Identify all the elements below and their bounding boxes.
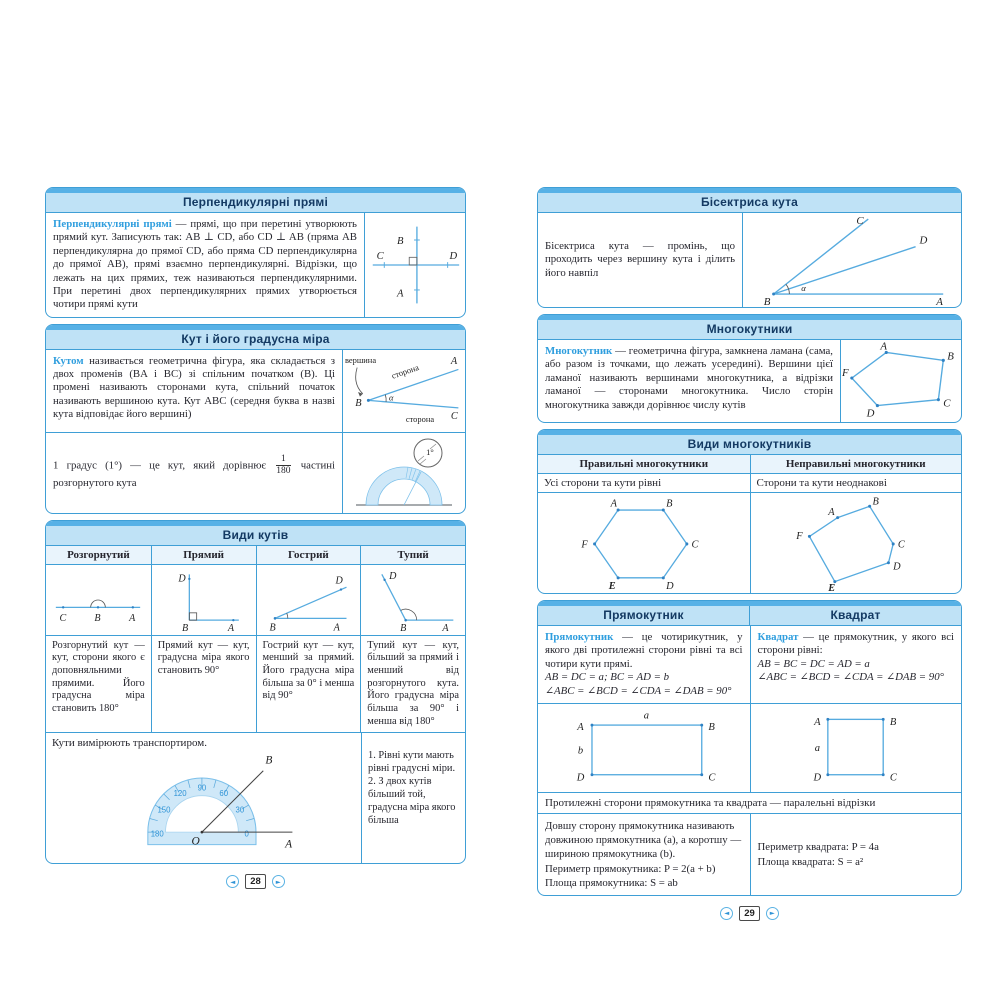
point-label-D: D (665, 581, 674, 591)
point-label-B: B (355, 397, 362, 409)
section-title: Перпендикулярні прямі (46, 193, 465, 213)
bisector-definition: Бісектриса кута — промінь, що проходить через вершину кута і ділить його навпіл (545, 239, 735, 279)
degree-text-after: частині розгорнутого кута (53, 459, 336, 489)
fraction-1-180: $\frac{1}{180}$ (276, 453, 291, 477)
section-title: Бісектриса кута (538, 193, 961, 213)
regular-hexagon-cell (538, 493, 750, 593)
angle-definition (46, 350, 342, 432)
column-header-irregular: Неправильні многокутники (750, 455, 962, 473)
straight-angle-cell (46, 565, 151, 635)
point-label-A: A (577, 722, 584, 734)
section-rect-square (537, 600, 962, 896)
pentagon-figure (842, 340, 960, 422)
point-label-C: C (691, 539, 699, 551)
point-label-A: A (880, 340, 887, 353)
point-label-B: B (872, 496, 879, 508)
point-label-F: F (581, 539, 588, 551)
perpendicular-definition (46, 213, 364, 317)
page-right (537, 187, 962, 921)
protractor-150: 150 (156, 805, 170, 815)
degree-definition (46, 433, 342, 513)
page-number-left: 28 (245, 874, 266, 889)
point-label-E: E (827, 583, 835, 591)
point-label-C: C (856, 215, 864, 228)
point-label-D: D (335, 575, 344, 587)
section-angle-types (45, 520, 466, 865)
term-perpendicular: Перпендикулярні прямі (53, 218, 172, 230)
point-label-B: B (94, 612, 101, 624)
polygon-figure-cell (840, 340, 961, 422)
next-page-icon[interactable]: ► (272, 875, 285, 888)
point-label-C: C (376, 251, 384, 263)
polygon-body-text: — геометрична фігура, замкнена ламана (сама, або разом із точками, що лежать усередині). Вершини цієї ламаної називають вершинами многокутника, а відрізки ламаної — сторонами многокутника. Число сторін многокутника завжди дорівнює числу кутів (545, 345, 833, 411)
side-label-b: b (577, 746, 583, 758)
term-angle: Кутом (53, 354, 84, 367)
rectangle-eq-angles: ∠ABC = ∠BCD = ∠CDA = ∠DAB = 90° (545, 684, 732, 697)
point-label-B: B (763, 295, 771, 307)
rectangle-prop-2: Периметр прямокутника: P = 2(a + b) (545, 862, 716, 875)
protractor-180: 180 (150, 829, 164, 839)
bisector-figure-cell (742, 213, 961, 307)
section-title: Види кутів (46, 526, 465, 546)
opposite-sides-note: Протилежні сторони прямокутника та квадрата — паралельні відрізки (538, 792, 961, 813)
section-angle (45, 324, 466, 514)
point-label-A: A (397, 288, 404, 300)
protractor-figure (88, 751, 320, 855)
point-label-F: F (842, 367, 849, 380)
angle-body-text: називається геометрична фігура, яка складається з двох променів (BA і BC) зі спільним початком (B). Ці промені називають сторонами кута, спільний початок називають вершиною кута. Кут ABC (середня буква в назві кута відповідає його вершині) (53, 354, 335, 421)
protractor-cell (46, 733, 361, 863)
point-label-D: D (919, 234, 928, 247)
point-label-C: C (897, 539, 905, 551)
term-square: Квадрат (757, 631, 799, 643)
alpha-label: α (801, 283, 806, 294)
point-label-A: A (334, 621, 341, 633)
point-label-D: D (866, 407, 875, 420)
obtuse-angle-figure (363, 567, 463, 633)
section-title-rectangle: Прямокутник (538, 606, 749, 625)
point-label-B: B (400, 622, 407, 633)
one-degree-figure (350, 433, 458, 513)
point-label-D: D (449, 251, 458, 263)
point-label-D: D (576, 772, 585, 784)
point-label-A: A (284, 839, 292, 852)
prev-page-icon[interactable]: ◄ (226, 875, 239, 888)
column-header-regular: Правильні многокутники (538, 455, 750, 473)
point-label-A: A (442, 622, 449, 633)
square-figure-cell (750, 704, 962, 792)
side-label-a: a (643, 710, 649, 722)
rectangle-eq-sides: AB = DC = a; BC = AD = b (545, 671, 670, 684)
point-label-D: D (813, 772, 821, 784)
point-label-B: B (397, 235, 404, 247)
point-label-B: B (889, 717, 897, 729)
protractor-120: 120 (173, 789, 187, 799)
point-label-C: C (708, 772, 716, 784)
point-label-A: A (827, 506, 835, 518)
perpendicular-lines-figure (367, 219, 463, 311)
perpendicular-body-text: — прямі, що при перетині утворюють прямий кут. Записують так: AB ⊥ CD, або CD ⊥ AB (пряма AB перпендикулярна до прямої CD, або пряма CD перпендикулярна до прямої AB), прямі взаємно перпендикулярні. Відрізки, що лежать на цих прямих, теж називаються перпендикулярними. При перетині двох перпендикулярних прямих утворюється чотири прямі кути (53, 218, 357, 311)
point-label-B: B (181, 622, 188, 633)
irregular-desc: Сторони та кути неоднакові (750, 474, 962, 492)
irregular-hexagon-cell (750, 493, 962, 593)
page-left (45, 187, 466, 889)
square-figure (756, 706, 956, 790)
point-label-B: B (264, 754, 272, 767)
point-label-D: D (892, 561, 901, 573)
side-label-bottom: сторона (405, 413, 435, 424)
degree-text-before: 1 градус (1°) — це кут, який дорівнює (53, 459, 267, 472)
square-definition: Квадрат — це прямокутник, у якого всі сторони рівні: AB = BC = DC = AD = a ∠ABC = ∠BCD = ∠CDA = ∠DAB = 90° (750, 626, 962, 703)
measure-caption: Кути вимірюють транспортиром. (52, 737, 207, 750)
page-number-right: 29 (739, 906, 760, 921)
prev-page-icon[interactable]: ◄ (720, 907, 733, 920)
point-label-B: B (269, 621, 277, 633)
regular-desc: Усі сторони та кути рівні (544, 477, 662, 489)
side-label-a: a (814, 743, 820, 755)
section-bisector (537, 187, 962, 308)
point-label-O: O (191, 836, 200, 849)
point-label-F: F (795, 531, 803, 543)
section-title: Види многокутників (538, 435, 961, 455)
square-eq-sides: AB = BC = DC = AD = a (757, 657, 870, 670)
rectangle-properties (538, 814, 750, 894)
acute-angle-desc: Гострий кут — кут, менший за прямий. Його градусна міра більша за 0° і менша від 90° (256, 636, 361, 733)
acute-angle-cell (256, 565, 361, 635)
perpendicular-figure-cell (364, 213, 465, 317)
point-label-C: C (943, 397, 951, 410)
section-perpendicular-lines (45, 187, 466, 318)
point-label-B: B (708, 722, 715, 734)
regular-hexagon-figure (569, 495, 719, 591)
rectangle-prop-3: Площа прямокутника: S = ab (545, 876, 678, 889)
angle-note-1: 1. Рівні кути мають рівні градусні міри. (368, 750, 456, 775)
obtuse-angle-cell (360, 565, 465, 635)
vertex-label: вершина (344, 354, 377, 365)
angle-figure-cell (342, 350, 465, 432)
square-eq-angles: ∠ABC = ∠BCD = ∠CDA = ∠DAB = 90° (757, 671, 944, 684)
section-polygons (537, 314, 962, 423)
point-label-C: C (889, 772, 897, 784)
protractor-30: 30 (235, 805, 244, 815)
column-header-acute: Гострий (256, 546, 361, 564)
obtuse-angle-desc: Тупий кут — кут, більший за прямий і менший від розгорнутого кута. Його градусна міра більша за 90° і менша від 180° (360, 636, 465, 733)
section-polygon-types (537, 429, 962, 594)
rectangle-prop-1: Довшу сторону прямокутника називають довжиною прямокутника (a), а коротшу — шириною прямокутника (b). (545, 820, 742, 861)
term-rectangle: Прямокутник (545, 631, 614, 643)
right-angle-cell (151, 565, 256, 635)
point-label-A: A (610, 498, 617, 510)
page-nav-left (45, 874, 466, 889)
next-page-icon[interactable]: ► (766, 907, 779, 920)
point-label-D: D (389, 570, 397, 582)
column-header-straight: Розгорнутий (46, 546, 151, 564)
section-title: Кут і його градусна міра (46, 330, 465, 350)
right-angle-mark (409, 257, 417, 265)
square-properties (750, 814, 962, 894)
magnifier-degree-label: 1° (426, 446, 434, 457)
irregular-hexagon-figure (781, 495, 931, 591)
angle-notes-cell (361, 733, 465, 863)
column-header-right: Прямий (151, 546, 256, 564)
right-angle-desc: Прямий кут — кут, градусна міра якого становить 90° (151, 636, 256, 733)
square-prop-1: Периметр квадрата: P = 4a (757, 841, 879, 854)
point-label-A: A (813, 717, 821, 729)
rectangle-definition: Прямокутник — це чотирикутник, у якого дві протилежні сторони рівні та всі чотири кути прямі. AB = DC = a; BC = AD = b ∠ABC = ∠BCD = ∠CDA = ∠DAB = 90° (545, 631, 743, 697)
page-nav-right (537, 906, 962, 921)
column-header-obtuse: Тупий (360, 546, 465, 564)
protractor-0: 0 (243, 829, 249, 839)
acute-angle-figure (258, 567, 358, 633)
point-label-E: E (608, 581, 616, 591)
term-polygon: Многокутник (545, 345, 613, 357)
protractor-60: 60 (218, 789, 228, 799)
angle-note-2: 2. З двох кутів більший той, градусна міра якого більша (368, 776, 456, 827)
rectangle-figure (544, 706, 744, 790)
straight-angle-desc: Розгорнутий кут — кут, сторони якого є доповняльними прямими. Його градусна міра становить 180° (52, 639, 145, 715)
polygon-definition (538, 340, 840, 422)
alpha-label: α (389, 392, 394, 402)
protractor-90: 90 (197, 783, 206, 793)
point-label-A: A (450, 355, 458, 367)
right-angle-figure (154, 567, 254, 633)
bisector-figure (746, 213, 958, 307)
point-label-A: A (227, 622, 234, 633)
straight-angle-figure (48, 567, 148, 633)
point-label-C: C (450, 410, 458, 422)
side-label-top: сторона (390, 361, 421, 381)
point-label-B: B (665, 498, 673, 510)
point-label-A: A (936, 295, 943, 307)
section-title-square: Квадрат (749, 606, 961, 625)
angle-figure (344, 350, 464, 432)
section-title: Многокутники (538, 320, 961, 340)
point-label-C: C (59, 612, 67, 624)
degree-figure-cell (342, 433, 465, 513)
point-label-A: A (129, 612, 136, 624)
square-prop-2: Площа квадрата: S = a² (757, 855, 864, 868)
point-label-D: D (177, 573, 186, 585)
rectangle-figure-cell (538, 704, 750, 792)
point-label-B: B (947, 350, 954, 363)
